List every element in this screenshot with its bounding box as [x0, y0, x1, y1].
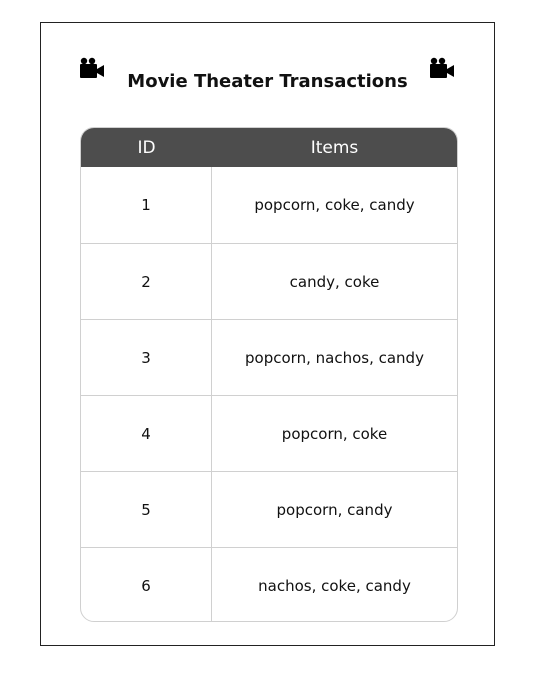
cell-id: 3 [81, 320, 212, 395]
cell-items: popcorn, coke [281, 424, 388, 443]
table-row [81, 395, 457, 471]
cell-items: nachos, coke, candy [258, 576, 411, 595]
cell-items: popcorn, candy [276, 500, 393, 519]
cell-id: 6 [81, 548, 212, 622]
table-row [81, 319, 457, 395]
column-header-items: Items [310, 137, 359, 158]
cell-items: popcorn, nachos, candy [245, 348, 424, 367]
video-camera-icon [429, 57, 455, 81]
document-frame [40, 22, 495, 646]
cell-id: 4 [81, 396, 212, 471]
table-row [81, 471, 457, 547]
cell-id: 1 [81, 167, 212, 243]
cell-items: popcorn, coke, candy [254, 196, 415, 214]
cell-id: 2 [81, 244, 212, 319]
table-row [81, 167, 457, 243]
table-row [81, 547, 457, 622]
table-body [81, 167, 457, 622]
table-header [81, 128, 457, 167]
cell-id: 5 [81, 472, 212, 547]
page-title: Movie Theater Transactions [127, 71, 408, 92]
transactions-table [80, 127, 458, 622]
column-header-id: ID [137, 137, 156, 158]
cell-items: candy, coke [289, 272, 380, 291]
table-row [81, 243, 457, 319]
